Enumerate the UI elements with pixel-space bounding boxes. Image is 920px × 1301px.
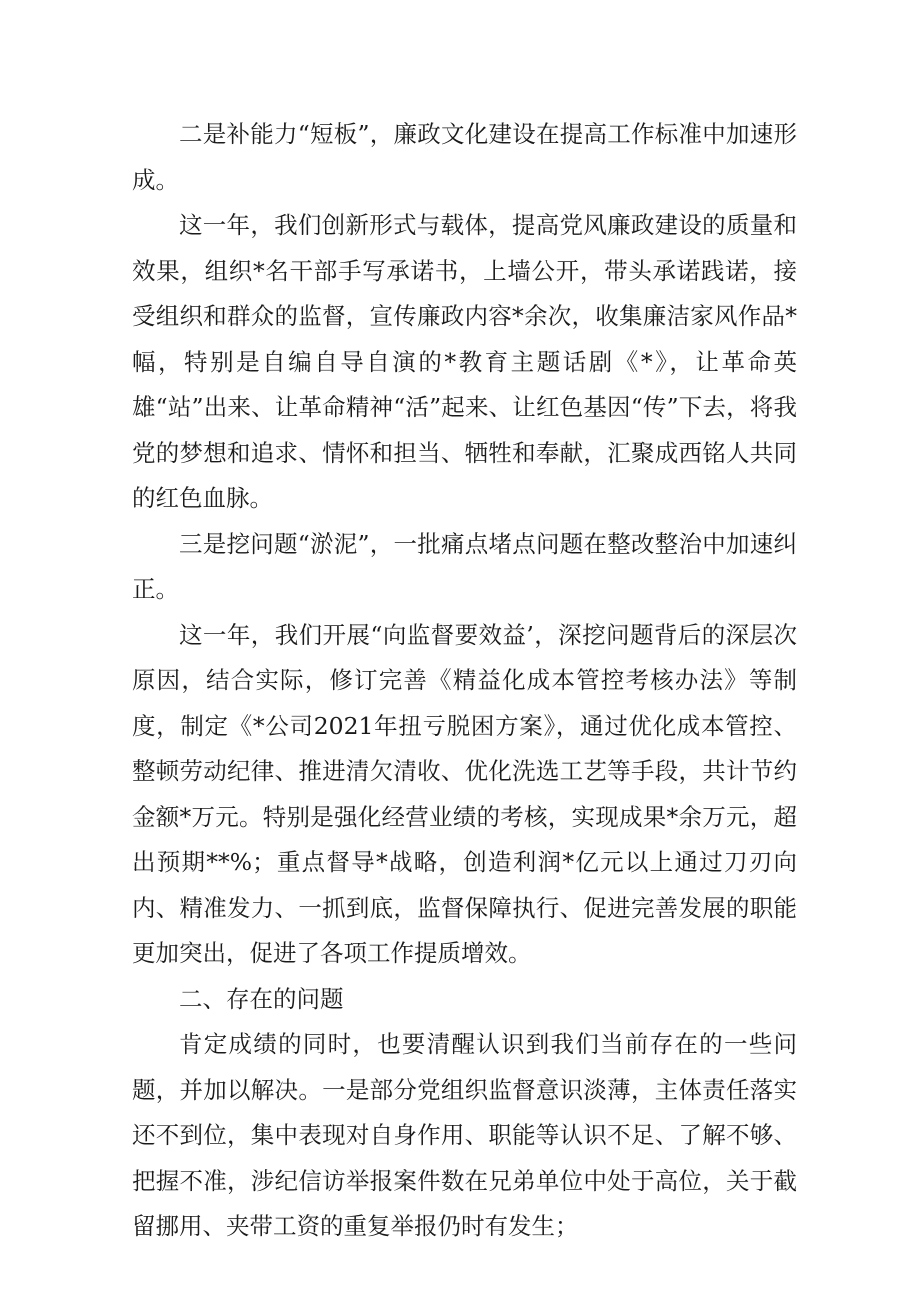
section-heading-problems: 二、存在的问题 bbox=[179, 984, 344, 1013]
paragraph-this-year-supervision: 这一年，我们开展“向监督要效益’，深挖问题背后的深层次原因，结合实际，修订完善《精益化成本管控考核办法》等制度，制定《*公司2021年扭亏脱困方案》，通过优化成本管控、整顿劳动纪律、推进清欠清收、优化洗选工艺等手段，共计节约金额*万元。特别是强化经营业绩的考核，实现成果*余万元，超出预期**%；重点督导*战略，创造利润*亿元以上通过刀刃向内、精准发力、一抓到底，监督保障执行、促进完善发展的职能更加突出，促进了各项工作提质增效。 bbox=[132, 620, 797, 967]
document-body bbox=[132, 112, 797, 1250]
paragraph-this-year-culture: 这一年，我们创新形式与载体，提高党风廉政建设的质量和效果，组织*名干部手写承诺书，上墙公开，带头承诺践诺，接受组织和群众的监督，宣传廉政内容*余次，收集廉洁家风作品*幅，特别是自编自导自演的*教育主题话剧《*》，让革命英雄“站”出来、让革命精神“活”起来、让红色基因“传”下去，将我党的梦想和追求、情怀和担当、牺牲和奉献，汇聚成西铭人共同的红色血脉。 bbox=[132, 211, 797, 512]
paragraph-point-two: 二是补能力“短板”，廉政文化建设在提高工作标准中加速形成。 bbox=[132, 120, 797, 194]
paragraph-point-three: 三是挖问题“淤泥”，一批痛点堵点问题在整改整治中加速纠正。 bbox=[132, 529, 797, 603]
paragraph-problems: 肯定成绩的同时，也要清醒认识到我们当前存在的一些问题，并加以解决。一是部分党组织监督意识淡薄，主体责任落实还不到位，集中表现对自身作用、职能等认识不足、了解不够、把握不准，涉纪信访举报案件数在兄弟单位中处于高位，关于截留挪用、夹带工资的重复举报仍时有发生； bbox=[132, 1030, 797, 1240]
